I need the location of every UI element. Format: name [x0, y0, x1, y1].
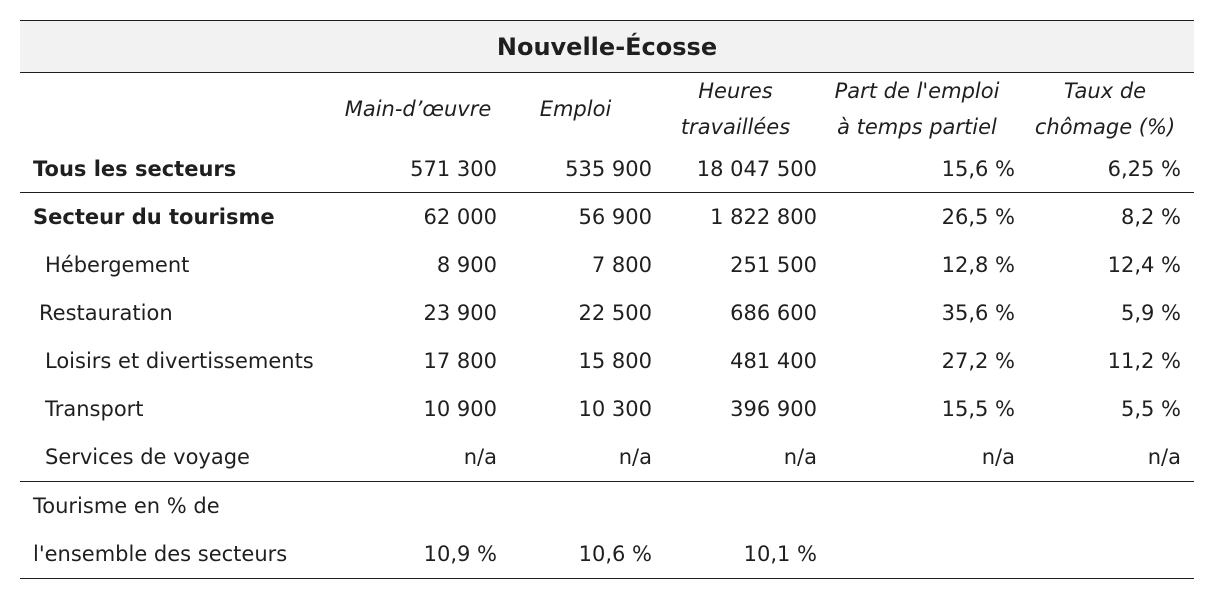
- cell-hours: 396 900: [730, 397, 817, 421]
- cell-empty: [653, 482, 818, 531]
- cell-labour-force: 8 900: [436, 253, 497, 277]
- row-tourism-share-line1: [20, 482, 1194, 531]
- row-tourism-share-line2: [20, 530, 1194, 579]
- header-labour-force: Main-d’œuvre: [344, 97, 492, 121]
- row-label: Services de voyage: [45, 445, 250, 469]
- row-transportation: [20, 385, 1194, 433]
- cell-employment: 7 800: [591, 253, 652, 277]
- row-tourism-sector: [20, 193, 1194, 242]
- cell-unemployment: 12,4 %: [1107, 253, 1181, 277]
- cell-employment: 22 500: [578, 301, 652, 325]
- cell-part-time: 15,5 %: [941, 397, 1015, 421]
- cell-unemployment: 6,25 %: [1107, 156, 1181, 181]
- data-table: [20, 73, 1194, 579]
- cell-unemployment: n/a: [1147, 445, 1181, 469]
- cell-empty: [338, 482, 498, 531]
- cell-part-time: n/a: [981, 445, 1015, 469]
- cell-employment: 535 900: [565, 156, 652, 181]
- cell-labour-force: 62 000: [338, 193, 498, 242]
- cell-unemployment: 5,9 %: [1120, 301, 1181, 325]
- cell-employment: 10,6 %: [578, 542, 652, 566]
- cell-part-time: 35,6 %: [941, 301, 1015, 325]
- row-travel-services: [20, 433, 1194, 482]
- row-label: Secteur du tourisme: [20, 193, 338, 242]
- row-label: Tous les secteurs: [33, 156, 237, 181]
- cell-hours: 481 400: [730, 349, 817, 373]
- cell-hours: 686 600: [730, 301, 817, 325]
- header-hours-worked: Heures travaillées: [680, 79, 791, 139]
- row-label: l'ensemble des secteurs: [33, 542, 288, 566]
- row-label: Transport: [45, 397, 144, 421]
- cell-employment: 56 900: [498, 193, 653, 242]
- cell-employment: 15 800: [578, 349, 652, 373]
- row-label: Restauration: [39, 301, 173, 325]
- row-accommodation: [20, 241, 1194, 289]
- cell-labour-force: 571 300: [410, 156, 497, 181]
- row-label: Tourisme en % de: [20, 482, 338, 531]
- cell-part-time: 12,8 %: [941, 253, 1015, 277]
- cell-hours: n/a: [783, 445, 817, 469]
- cell-empty: [818, 530, 1016, 579]
- row-all-sectors: [20, 145, 1194, 193]
- cell-unemployment: 8,2 %: [1016, 193, 1194, 242]
- cell-part-time: 15,6 %: [941, 156, 1015, 181]
- header-blank: [20, 73, 338, 145]
- cell-labour-force: n/a: [463, 445, 497, 469]
- row-label: Hébergement: [45, 253, 190, 277]
- header-part-time-share: Part de l'emploi à temps partiel: [834, 79, 1000, 139]
- tourism-labour-table: [20, 20, 1194, 579]
- cell-empty: [1016, 482, 1194, 531]
- cell-part-time: 26,5 %: [818, 193, 1016, 242]
- cell-employment: n/a: [618, 445, 652, 469]
- cell-empty: [498, 482, 653, 531]
- cell-labour-force: 23 900: [423, 301, 497, 325]
- cell-unemployment: 11,2 %: [1107, 349, 1181, 373]
- header-employment: Emploi: [539, 97, 612, 121]
- cell-employment: 10 300: [578, 397, 652, 421]
- cell-hours: 10,1 %: [743, 542, 817, 566]
- cell-unemployment: 5,5 %: [1120, 397, 1181, 421]
- row-recreation-entertainment: [20, 337, 1194, 385]
- table-title: Nouvelle-Écosse: [20, 20, 1194, 73]
- cell-hours: 1 822 800: [653, 193, 818, 242]
- row-label: Loisirs et divertissements: [45, 349, 314, 373]
- cell-empty: [1016, 530, 1194, 579]
- cell-labour-force: 10,9 %: [423, 542, 497, 566]
- cell-labour-force: 17 800: [423, 349, 497, 373]
- cell-empty: [818, 482, 1016, 531]
- header-unemployment-rate: Taux de chômage (%): [1034, 79, 1176, 139]
- cell-part-time: 27,2 %: [941, 349, 1015, 373]
- cell-hours: 251 500: [730, 253, 817, 277]
- cell-hours: 18 047 500: [696, 156, 817, 181]
- cell-labour-force: 10 900: [423, 397, 497, 421]
- header-row: [20, 73, 1194, 145]
- row-food-services: [20, 289, 1194, 337]
